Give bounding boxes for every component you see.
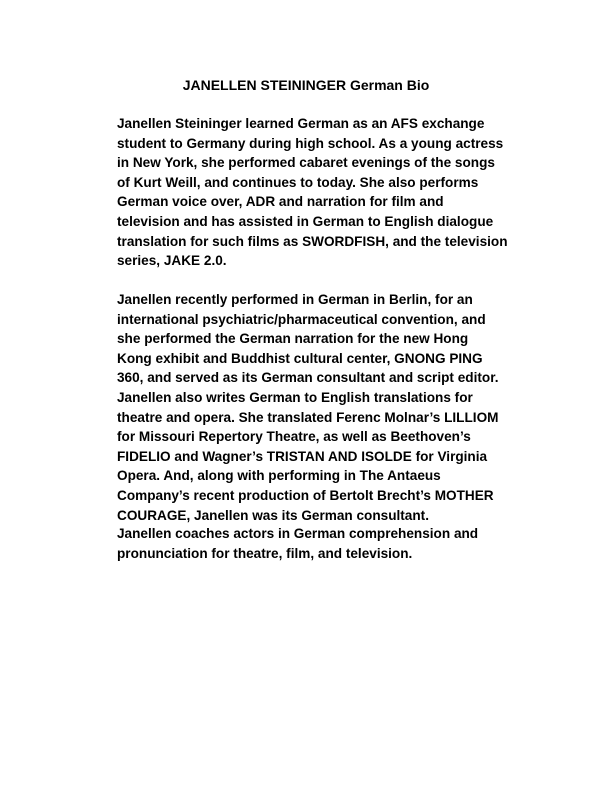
text-line: translation for such films as SWORDFISH, and the television — [117, 233, 508, 249]
text-line: in New York, she performed cabaret evenings of the songs — [117, 155, 495, 171]
text-line: COURAGE, Janellen was its German consultant. — [117, 507, 429, 523]
paragraph-translation-work — [117, 290, 499, 525]
text-line: Janellen Steininger learned German as an AFS exchange — [117, 116, 485, 131]
text-line: international psychiatric/pharmaceutical convention, and — [117, 311, 486, 327]
text-line: student to Germany during high school. As a young actress — [117, 135, 504, 151]
text-line: she performed the German narration for the new Hong — [117, 331, 469, 347]
paragraph-coaching — [117, 524, 478, 563]
paragraph-background — [117, 114, 508, 271]
text-line: pronunciation for theatre, film, and television. — [117, 545, 413, 561]
text-line: television and has assisted in German to English dialogue — [117, 213, 494, 229]
text-line: Kong exhibit and Buddhist cultural center, GNONG PING — [117, 350, 483, 366]
text-line: Janellen coaches actors in German comprehension and — [117, 526, 479, 541]
text-line: theatre and opera. She translated Ferenc Molnar’s LILLIOM — [117, 409, 499, 425]
text-line: FIDELIO and Wagner’s TRISTAN AND ISOLDE for Virginia — [117, 448, 488, 464]
text-line: Janellen recently performed in German in Berlin, for an — [117, 292, 473, 307]
text-line: for Missouri Repertory Theatre, as well as Beethoven’s — [117, 429, 471, 445]
text-line: 360, and served as its German consultant and script editor. — [117, 370, 499, 386]
text-line: series, JAKE 2.0. — [117, 253, 227, 269]
text-line: Opera. And, along with performing in The Antaeus — [117, 468, 441, 484]
text-line: Janellen also writes German to English translations for — [117, 389, 473, 405]
text-line: Company’s recent production of Bertolt Brecht’s MOTHER — [117, 487, 494, 503]
document-title: JANELLEN STEININGER German Bio — [182, 77, 430, 93]
text-line: of Kurt Weill, and continues to today. She also performs — [117, 174, 479, 190]
text-line: German voice over, ADR and narration for film and — [117, 194, 444, 210]
